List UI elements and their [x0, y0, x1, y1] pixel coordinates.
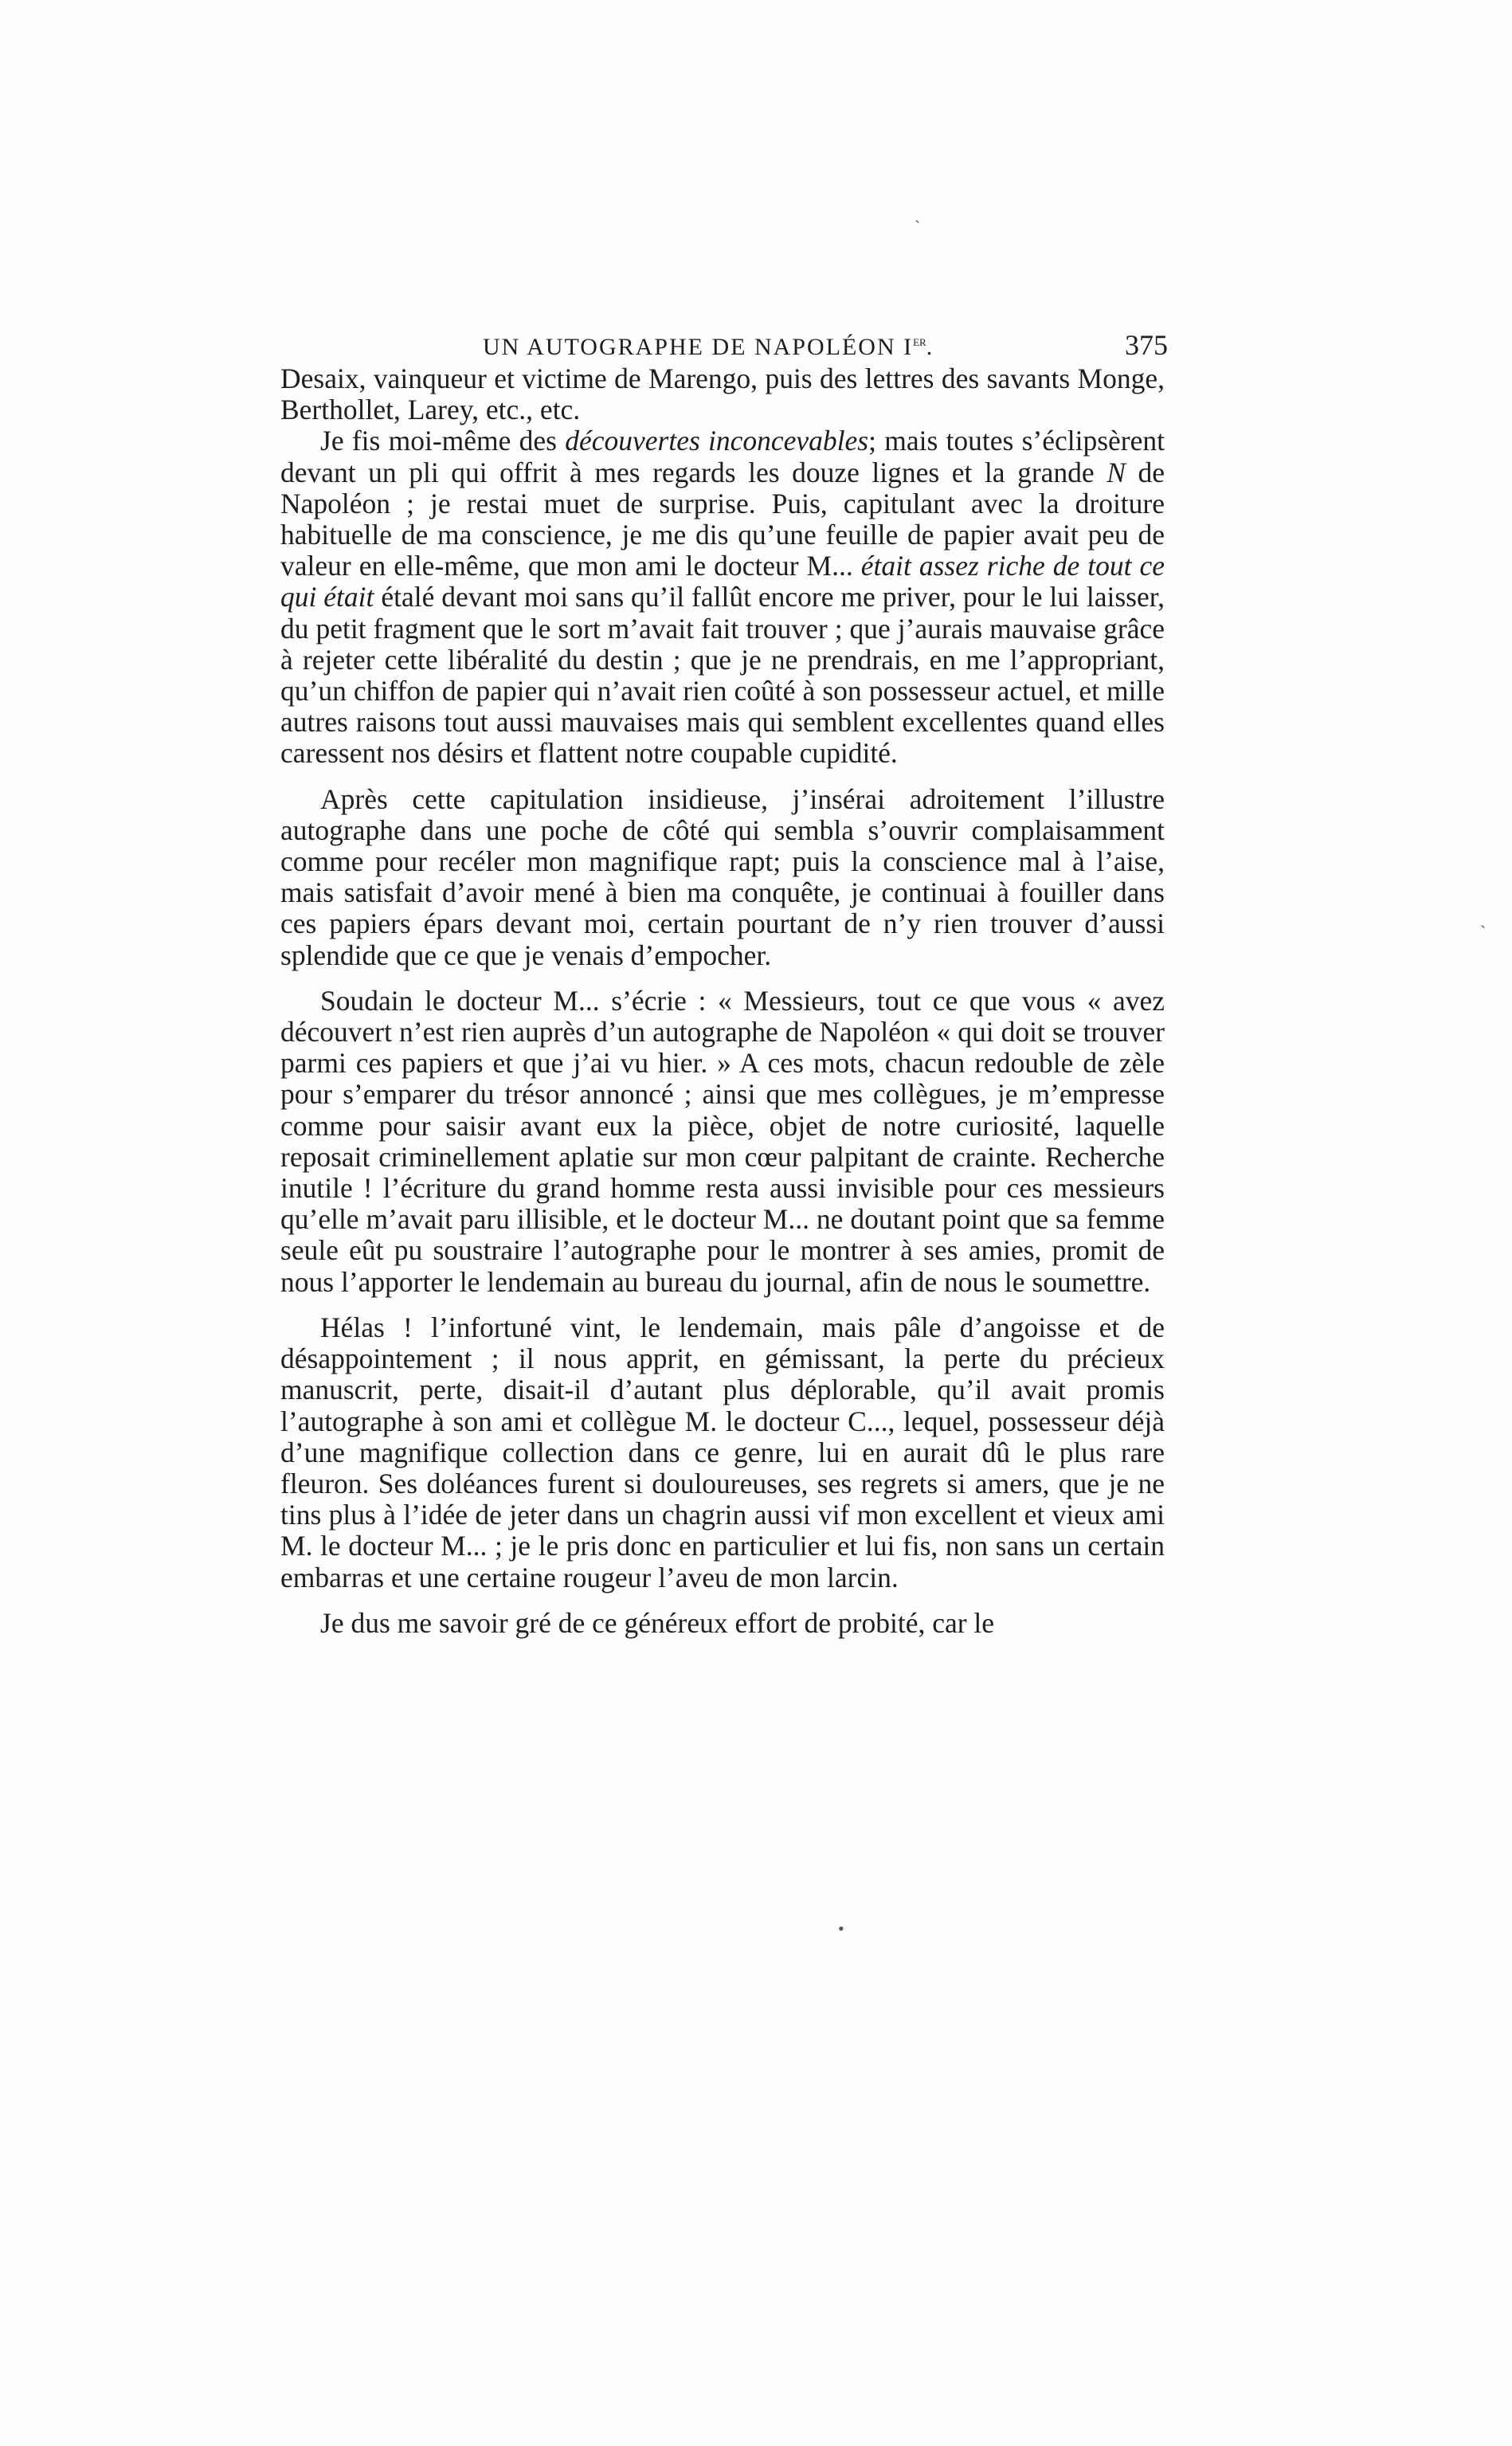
scan-speck: • — [838, 1919, 844, 1938]
scan-speck: ˏ — [1480, 908, 1487, 928]
paragraph-continued: Desaix, vainqueur et victime de Marengo, puis des lettres des savants Monge, Berthollet, Larey, etc., etc. — [280, 363, 1165, 426]
paragraph: Après cette capitulation insidieuse, j’insérai adroitement l’illustre autographe dans une poche de côté qui sembla s’ouvrir complaisamment comme pour recéler mon magnifique rapt; puis la conscience mal à l’aise, mais satisfait d’avoir mené à bien ma conquête, je continuai à fouiller dans ces papiers épars devant moi, certain pourtant de n’y rien trouver d’aussi splendide que ce que je venais d’empocher. — [280, 782, 1165, 971]
scan-speck: ˋ — [915, 217, 921, 237]
paragraph: Je dus me savoir gré de ce généreux effort de probité, car le — [320, 1606, 995, 1639]
paragraph: Soudain le docteur M... s’écrie : « Messieurs, tout ce que vous « avez découvert n’est rien auprès d’un autographe de Napoléon « qui doit se trouver parmi ces papiers et que j’ai vu hier. » A ces mots, chacun redouble de zèle pour s’emparer du trésor annoncé ; ainsi que mes collègues, je m’empresse comme pour saisir avant eux la pièce, objet de notre curiosité, laquelle reposait criminellement aplatie sur mon cœur palpitant de crainte. Recherche inutile ! l’écriture du grand homme resta aussi invisible pour ces messieurs qu’elle m’avait paru illisible, et le docteur M... ne doutant point que sa femme seule eût pu soustraire l’autographe pour le montrer à ses amies, promit de nous l’apporter le lendemain au bureau du journal, afin de nous le soumettre. — [280, 984, 1165, 1298]
body-text — [280, 363, 1165, 1639]
running-title: UN AUTOGRAPHE DE NAPOLÉON Ier. — [483, 333, 934, 360]
paragraph: Hélas ! l’infortuné vint, le lendemain, mais pâle d’angoisse et de désappointement ; il nous apprit, en gémissant, la perte du précieux manuscrit, perte, disait-il d’autant plus déplorable, qu’il avait promis l’autographe à son ami et collègue M. le docteur C..., lequel, possesseur déjà d’une magnifique collection dans ce genre, lui en aurait dû le plus rare fleuron. Ses doléances furent si douloureuses, ses regrets si amers, que je ne tins plus à l’idée de jeter dans un chagrin aussi vif mon excellent et vieux ami M. le docteur M... ; je le pris donc en particulier et lui fis, non sans un certain embarras et une certaine rougeur l’aveu de mon larcin. — [280, 1311, 1165, 1593]
running-title-superscript: er — [913, 333, 926, 349]
page-number: 375 — [1125, 329, 1168, 361]
paragraph: Je fis moi-même des découvertes inconcevables; mais toutes s’éclipsèrent devant un pli qui offrit à mes regards les douze lignes et la grande N de Napoléon ; je restai muet de surprise. Puis, capitulant avec la droiture habituelle de ma conscience, je me dis qu’une feuille de papier avait peu de valeur en elle-même, que mon ami le docteur M... était assez riche de tout ce qui était étalé devant moi sans qu’il fallût encore me priver, pour le lui laisser, du petit fragment que le sort m’avait fait trouver ; que j’aurais mauvaise grâce à rejeter cette libéralité du destin ; que je ne prendrais, en me l’appropriant, qu’un chiffon de papier qui n’avait rien coûté à son possesseur actuel, et mille autres raisons tout aussi mauvaises mais qui semblent excellentes quand elles caressent nos désirs et flattent notre coupable cupidité. — [280, 425, 1165, 770]
